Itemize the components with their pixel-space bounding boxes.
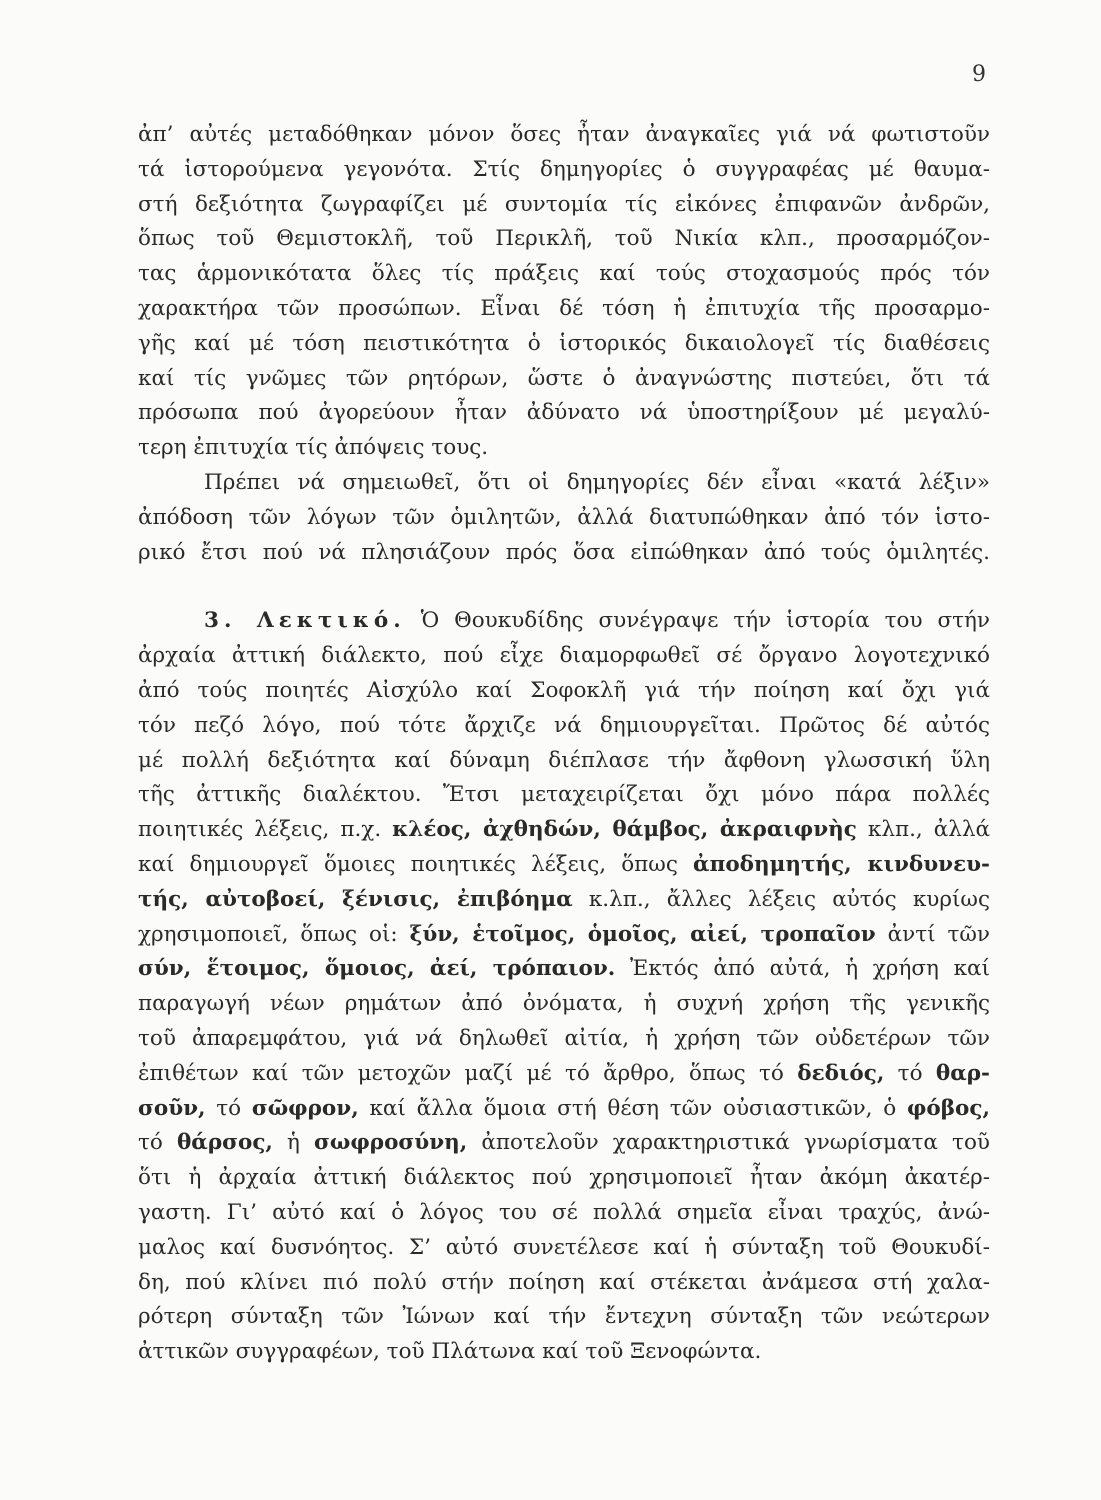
- text-line: [138, 883, 990, 918]
- bold-term: φόβος,: [906, 1095, 990, 1121]
- text-line: μέ πολλή δεξιότητα καί δύναμη διέπλασε τήν ἄφθονη γλωσσική ὕλη: [138, 747, 990, 773]
- text-run: ἐπιθέτων καί τῶν μετοχῶν μαζί μέ τό ἄρθρο, ὅπως τό: [138, 1060, 784, 1086]
- text-line: ὅπως τοῦ Θεμιστοκλῆ, τοῦ Περικλῆ, τοῦ Νικία κλπ., προσαρμόζον-: [138, 226, 990, 252]
- text-run: ἡ: [287, 1130, 300, 1156]
- bold-term: ξύν, ἑτοῖμος, ὁμοῖος, αἰεί, τροπαῖον: [409, 921, 876, 947]
- text-line: τῆς ἀττικῆς διαλέκτου. Ἔτσι μεταχειρίζεται ὄχι μόνο πάρα πολλές: [138, 782, 990, 808]
- text-line: παραγωγή νέων ρημάτων ἀπό ὀνόματα, ἡ συχνή χρήση τῆς γενικῆς: [138, 991, 990, 1017]
- text-run: καί δημιουργεῖ ὅμοιες ποιητικές λέξεις, ὅπως: [138, 851, 678, 877]
- text-run: κ.λπ., ἄλλες λέξεις αὐτός κυρίως: [588, 886, 990, 912]
- text-line: ἀπ’ αὐτές μεταδόθηκαν μόνον ὅσες ἦταν ἀναγκαῖες γιά νά φωτιστοῦν: [138, 122, 990, 147]
- bold-term: σύν, ἕτοιμος, ὅμοιος, ἀεί, τρόπαιον.: [138, 956, 616, 982]
- text-line: τας ἁρμονικότατα ὅλες τίς πράξεις καί τούς στοχασμούς πρός τόν: [138, 261, 990, 287]
- paragraph-2: [138, 466, 990, 570]
- text-run: Ὁ Θουκυδίδης συνέγραψε τήν ἱστορία του στήν: [420, 608, 991, 634]
- bold-term: ἀποδημητής, κινδυνευ-: [693, 851, 990, 877]
- bold-term: σῶφρον,: [251, 1095, 359, 1121]
- bold-term: θάρσος,: [176, 1130, 273, 1156]
- text-line: δη, πού κλίνει πιό πολύ στήν ποίηση καί στέκεται ἀνάμεσα στή χαλα-: [138, 1269, 990, 1295]
- text-line: γαστη. Γι’ αὐτό καί ὁ λόγος του σέ πολλά σημεῖα εἶναι τραχύς, ἀνώ-: [138, 1199, 990, 1225]
- text-line: τόν πεζό λόγο, πού τότε ἄρχιζε νά δημιουργεῖται. Πρῶτος δέ αὐτός: [138, 712, 990, 738]
- text-run: τό: [897, 1060, 923, 1086]
- text-line: μαλος καί δυσνόητος. Σ’ αὐτό συνετέλεσε καί ἡ σύνταξη τοῦ Θουκυδί-: [138, 1234, 990, 1260]
- text-line: ρικό ἔτσι πού νά πλησιάζουν πρός ὅσα εἰπώθηκαν ἀπό τούς ὁμιλητές.: [138, 539, 990, 565]
- text-line: [138, 813, 990, 848]
- text-line: τοῦ ἀπαρεμφάτου, γιά νά δηλωθεῖ αἰτία, ἡ χρήση τῶν οὐδετέρων τῶν: [138, 1025, 990, 1051]
- text-run: ἀντί τῶν: [887, 921, 990, 947]
- text-run: τό: [216, 1095, 242, 1121]
- bold-term: σοῦν,: [138, 1095, 206, 1121]
- bold-term: τής, αὐτοβοεί, ξένισις, ἐπιβόημα: [138, 886, 573, 912]
- text-line: [138, 848, 990, 883]
- bold-term: δεδιός,: [797, 1060, 885, 1086]
- text-run: ποιητικές λέξεις, π.χ.: [138, 817, 382, 843]
- text-line: [138, 604, 990, 639]
- page-number: 9: [972, 62, 986, 87]
- text-line: ἀπό τούς ποιητές Αἰσχύλο καί Σοφοκλῆ γιά τήν ποίηση καί ὄχι γιά: [138, 677, 990, 703]
- text-line: ὅτι ἡ ἀρχαία ἀττική διάλεκτος πού χρησιμοποιεῖ ἦταν ἀκόμη ἀκατέρ-: [138, 1165, 990, 1191]
- text-line: ἀρχαία ἀττική διάλεκτο, πού εἶχε διαμορφωθεῖ σέ ὄργανο λογοτεχνικό: [138, 643, 990, 669]
- text-line: [138, 918, 990, 953]
- text-line: τερη ἐπιτυχία τίς ἀπόψεις τους.: [138, 435, 489, 461]
- text-line: τά ἱστορούμενα γεγονότα. Στίς δημηγορίες ὁ συγγραφέας μέ θαυμα-: [138, 156, 990, 182]
- section-3: [138, 604, 990, 1370]
- text-line: ἀπόδοση τῶν λόγων τῶν ὁμιλητῶν, ἀλλά διατυπώθηκαν ἀπό τόν ἱστο-: [138, 504, 990, 530]
- text-line: πρόσωπα πού ἀγορεύουν ἦταν ἀδύνατο νά ὑποστηρίξουν μέ μεγαλύ-: [138, 400, 990, 426]
- text-run: Ἐκτός ἀπό αὐτά, ἡ χρήση καί: [630, 956, 990, 982]
- text-line: [138, 952, 990, 987]
- text-run: κλπ., ἀλλά: [867, 817, 991, 843]
- text-run: ἀποτελοῦν χαρακτηριστικά γνωρίσματα τοῦ: [481, 1130, 990, 1156]
- text-run: τό: [138, 1130, 163, 1156]
- bold-term: σωφροσύνη,: [314, 1130, 468, 1156]
- text-run: χρησιμοποιεῖ, ὅπως οἱ:: [138, 921, 398, 947]
- text-line: Πρέπει νά σημειωθεῖ, ὅτι οἱ δημηγορίες δέν εἶναι «κατά λέξιν»: [204, 469, 990, 495]
- bold-term: κλέος, ἀχθηδών, θάμβος, ἀκραιφνὴς: [392, 817, 857, 843]
- text-line: καί τίς γνῶμες τῶν ρητόρων, ὥστε ὁ ἀναγνώστης πιστεύει, ὅτι τά: [138, 365, 990, 391]
- text-line: χαρακτήρα τῶν προσώπων. Εἶναι δέ τόση ἡ ἐπιτυχία τῆς προσαρμο-: [138, 295, 990, 321]
- text-line: [138, 1057, 990, 1092]
- text-line: [138, 1126, 990, 1161]
- text-line: [138, 1092, 990, 1127]
- paragraph-1: [138, 118, 990, 466]
- text-line: ρότερη σύνταξη τῶν Ἰώνων καί τήν ἔντεχνη σύνταξη τῶν νεώτερων: [138, 1304, 990, 1330]
- body-text: [138, 118, 990, 1370]
- text-line: ἀττικῶν συγγραφέων, τοῦ Πλάτωνα καί τοῦ Ξενοφώντα.: [138, 1339, 762, 1365]
- bold-term: θαρ-: [935, 1060, 990, 1086]
- text-line: γῆς καί μέ τόση πειστικότητα ὁ ἱστορικός δικαιολογεῖ τίς διαθέσεις: [138, 330, 990, 356]
- text-line: στή δεξιότητα ζωγραφίζει μέ συντομία τίς εἰκόνες ἐπιφανῶν ἀνδρῶν,: [138, 191, 990, 217]
- section-heading: 3. Λεκτικό.: [204, 608, 406, 634]
- text-run: καί ἄλλα ὅμοια στή θέση τῶν οὐσιαστικῶν, ὁ: [369, 1095, 897, 1121]
- section-spacer: [138, 570, 990, 604]
